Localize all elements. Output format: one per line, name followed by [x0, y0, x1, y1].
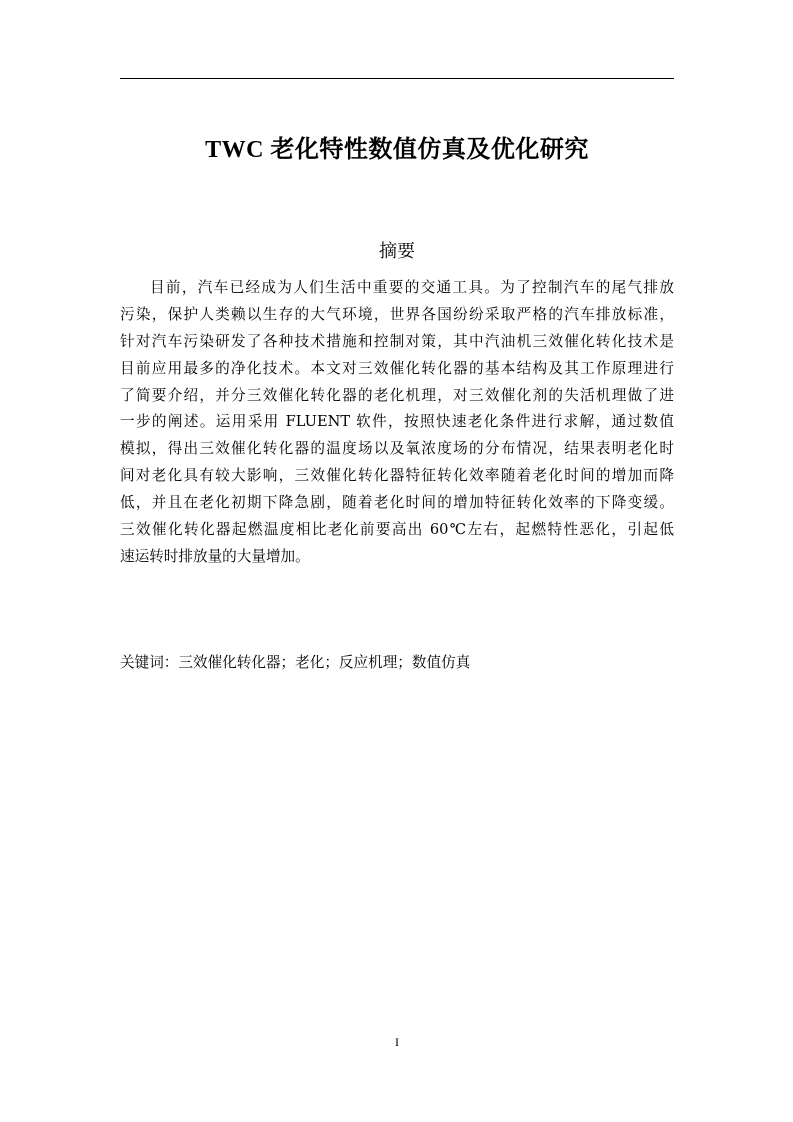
keywords-label: 关键词： [120, 654, 179, 671]
abstract-line: 三效催化转化器起燃温度相比老化前要高出 60℃左右，起燃特性恶化，引起低 [120, 521, 674, 539]
page-number: I [395, 1035, 399, 1049]
keywords-text: 三效催化转化器；老化；反应机理；数值仿真 [178, 654, 471, 671]
abstract-line: 低，并且在老化初期下降急剧，随着老化时间的增加特征转化效率的下降变缓。 [120, 494, 674, 512]
abstract-line: 污染，保护人类赖以生存的大气环境，世界各国纷纷采取严格的汽车排放标准， [120, 305, 674, 323]
abstract-line: 了简要介绍，并分三效催化转化器的老化机理，对三效催化剂的失活机理做了进 [120, 386, 674, 404]
abstract-line: 针对汽车污染研发了各种技术措施和控制对策，其中汽油机三效催化转化技术是 [120, 332, 674, 350]
abstract-heading: 摘要 [379, 241, 415, 262]
abstract-line: 模拟，得出三效催化转化器的温度场以及氧浓度场的分布情况，结果表明老化时 [120, 440, 674, 458]
abstract-line: 一步的阐述。运用采用 FLUENT 软件，按照快速老化条件进行求解，通过数值 [120, 413, 674, 431]
document-title: TWC 老化特性数值仿真及优化研究 [205, 137, 589, 163]
abstract-body [120, 275, 674, 571]
abstract-line: 目前，汽车已经成为人们生活中重要的交通工具。为了控制汽车的尾气排放 [150, 279, 674, 296]
keywords [120, 650, 674, 676]
abstract-line: 速运转时排放量的大量增加。 [120, 547, 310, 565]
abstract-line: 间对老化具有较大影响，三效催化转化器特征转化效率随着老化时间的增加而降 [120, 467, 674, 485]
abstract-line: 目前应用最多的净化技术。本文对三效催化转化器的基本结构及其工作原理进行 [120, 359, 674, 377]
header-rule [120, 78, 674, 79]
